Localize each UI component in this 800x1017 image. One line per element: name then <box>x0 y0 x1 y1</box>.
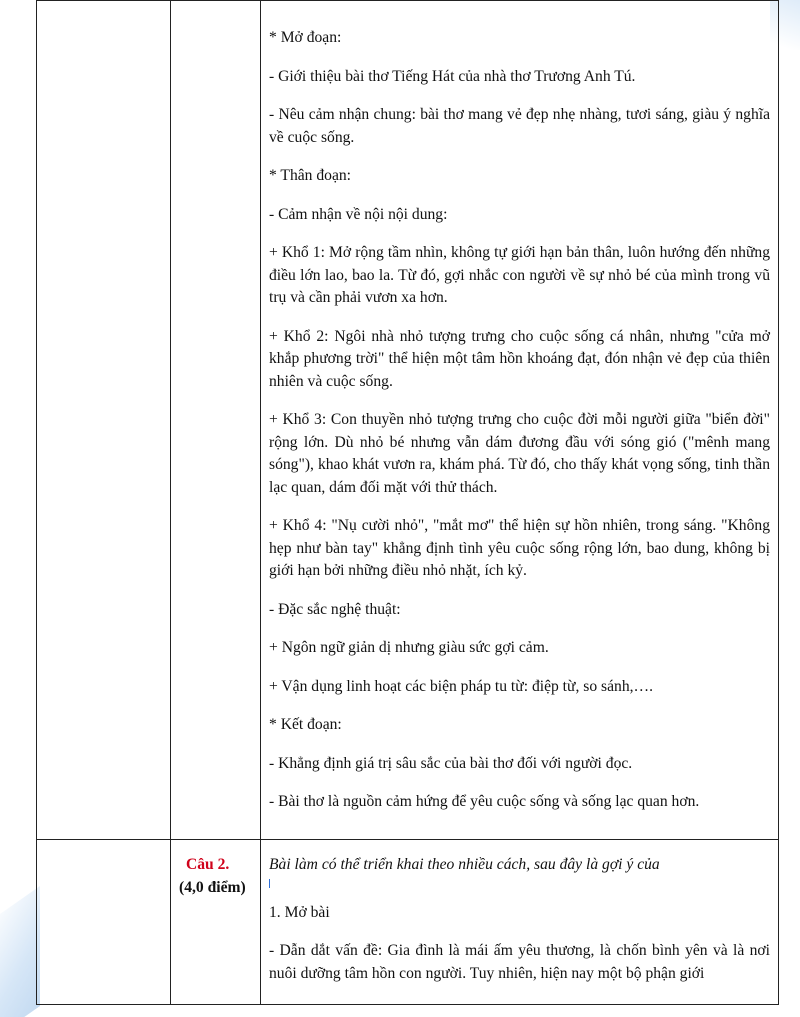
paragraph-stanza-1: + Khổ 1: Mở rộng tầm nhìn, không tự giới hạn bản thân, luôn hướng đến những điều lớn lao, bao la. Từ đó, gợi nhắc con người về sự nhỏ bé của mình trong vũ trụ và cần phải vươn xa hơn. <box>269 244 770 306</box>
empty-cell-question <box>171 1 261 840</box>
answer-intro-text: Bài làm có thể triển khai theo nhiều cách, sau đây là gợi ý của <box>269 856 660 873</box>
decorative-corner-bottom-left <box>0 886 40 1017</box>
question-score: (4,0 điểm) <box>179 878 246 896</box>
empty-cell-section <box>37 1 171 840</box>
heading-ket-doan: * Kết đoạn: <box>269 716 342 733</box>
answer-cell-question-1 <box>261 1 779 840</box>
question-label <box>171 840 260 899</box>
answer-content <box>261 840 778 985</box>
paragraph-art-title: - Đặc sắc nghệ thuật: <box>269 600 401 618</box>
answer-intro <box>269 854 770 888</box>
table-row <box>37 840 779 1005</box>
question-label-cell <box>171 840 261 1005</box>
paragraph-lead-in: - Dẫn dắt vấn đề: Gia đình là mái ấm yêu thương, là chốn bình yên và là nơi nuôi dưỡng tâm hồn con người. Tuy nhiên, hiện nay một bộ phận giới <box>269 942 770 982</box>
answer-key-table <box>36 0 779 1005</box>
heading-mo-doan: * Mở đoạn: <box>269 29 342 46</box>
paragraph-content-title: - Cảm nhận về nội nội dung: <box>269 205 448 223</box>
paragraph-stanza-2: + Khổ 2: Ngôi nhà nhỏ tượng trưng cho cuộc sống cá nhân, nhưng "cửa mở khắp phương trời" thể hiện một tâm hồn khoáng đạt, đón nhận vẻ đẹp của thiên nhiên và cuộc sống. <box>269 327 770 390</box>
paragraph-art-language: + Ngôn ngữ giản dị nhưng giàu sức gợi cảm. <box>269 639 549 656</box>
paragraph-general: - Nêu cảm nhận chung: bài thơ mang vẻ đẹp nhẹ nhàng, tươi sáng, giàu ý nghĩa về cuộc sống. <box>269 106 770 146</box>
text-cursor-icon <box>269 879 270 888</box>
paragraph-conclusion-1: - Khẳng định giá trị sâu sắc của bài thơ đối với người đọc. <box>269 754 633 772</box>
empty-cell-section <box>37 840 171 1005</box>
paragraph-stanza-3: + Khổ 3: Con thuyền nhỏ tượng trưng cho cuộc đời mỗi người giữa "biển đời" rộng lớn. Dù nhỏ bé nhưng vẫn dám đương đầu với sóng gió ("mênh mang sóng"), khao khát vươn ra, khám phá. Từ đó, cho thấy khát vọng sống, tinh thần lạc quan, dám đối mặt với thử thách. <box>269 411 770 496</box>
paragraph-stanza-4: + Khổ 4: "Nụ cười nhỏ", "mắt mơ" thể hiện sự hồn nhiên, trong sáng. "Không hẹp như bàn tay" khẳng định tình yêu cuộc sống rộng lớn, bao dung, không bị giới hạn bởi những điều nhỏ nhặt, ích kỷ. <box>269 517 770 579</box>
heading-than-doan: * Thân đoạn: <box>269 167 351 184</box>
table-row <box>37 1 779 840</box>
answer-content <box>261 1 778 814</box>
paragraph-art-devices: + Vận dụng linh hoạt các biện pháp tu từ: điệp từ, so sánh,…. <box>269 677 654 695</box>
paragraph-intro: - Giới thiệu bài thơ Tiếng Hát của nhà thơ Trương Anh Tú. <box>269 67 636 85</box>
heading-mo-bai: 1. Mở bài <box>269 903 330 921</box>
paragraph-conclusion-2: - Bài thơ là nguồn cảm hứng để yêu cuộc sống và sống lạc quan hơn. <box>269 793 700 810</box>
question-title: Câu 2. <box>186 856 230 873</box>
answer-cell-question-2 <box>261 840 779 1005</box>
